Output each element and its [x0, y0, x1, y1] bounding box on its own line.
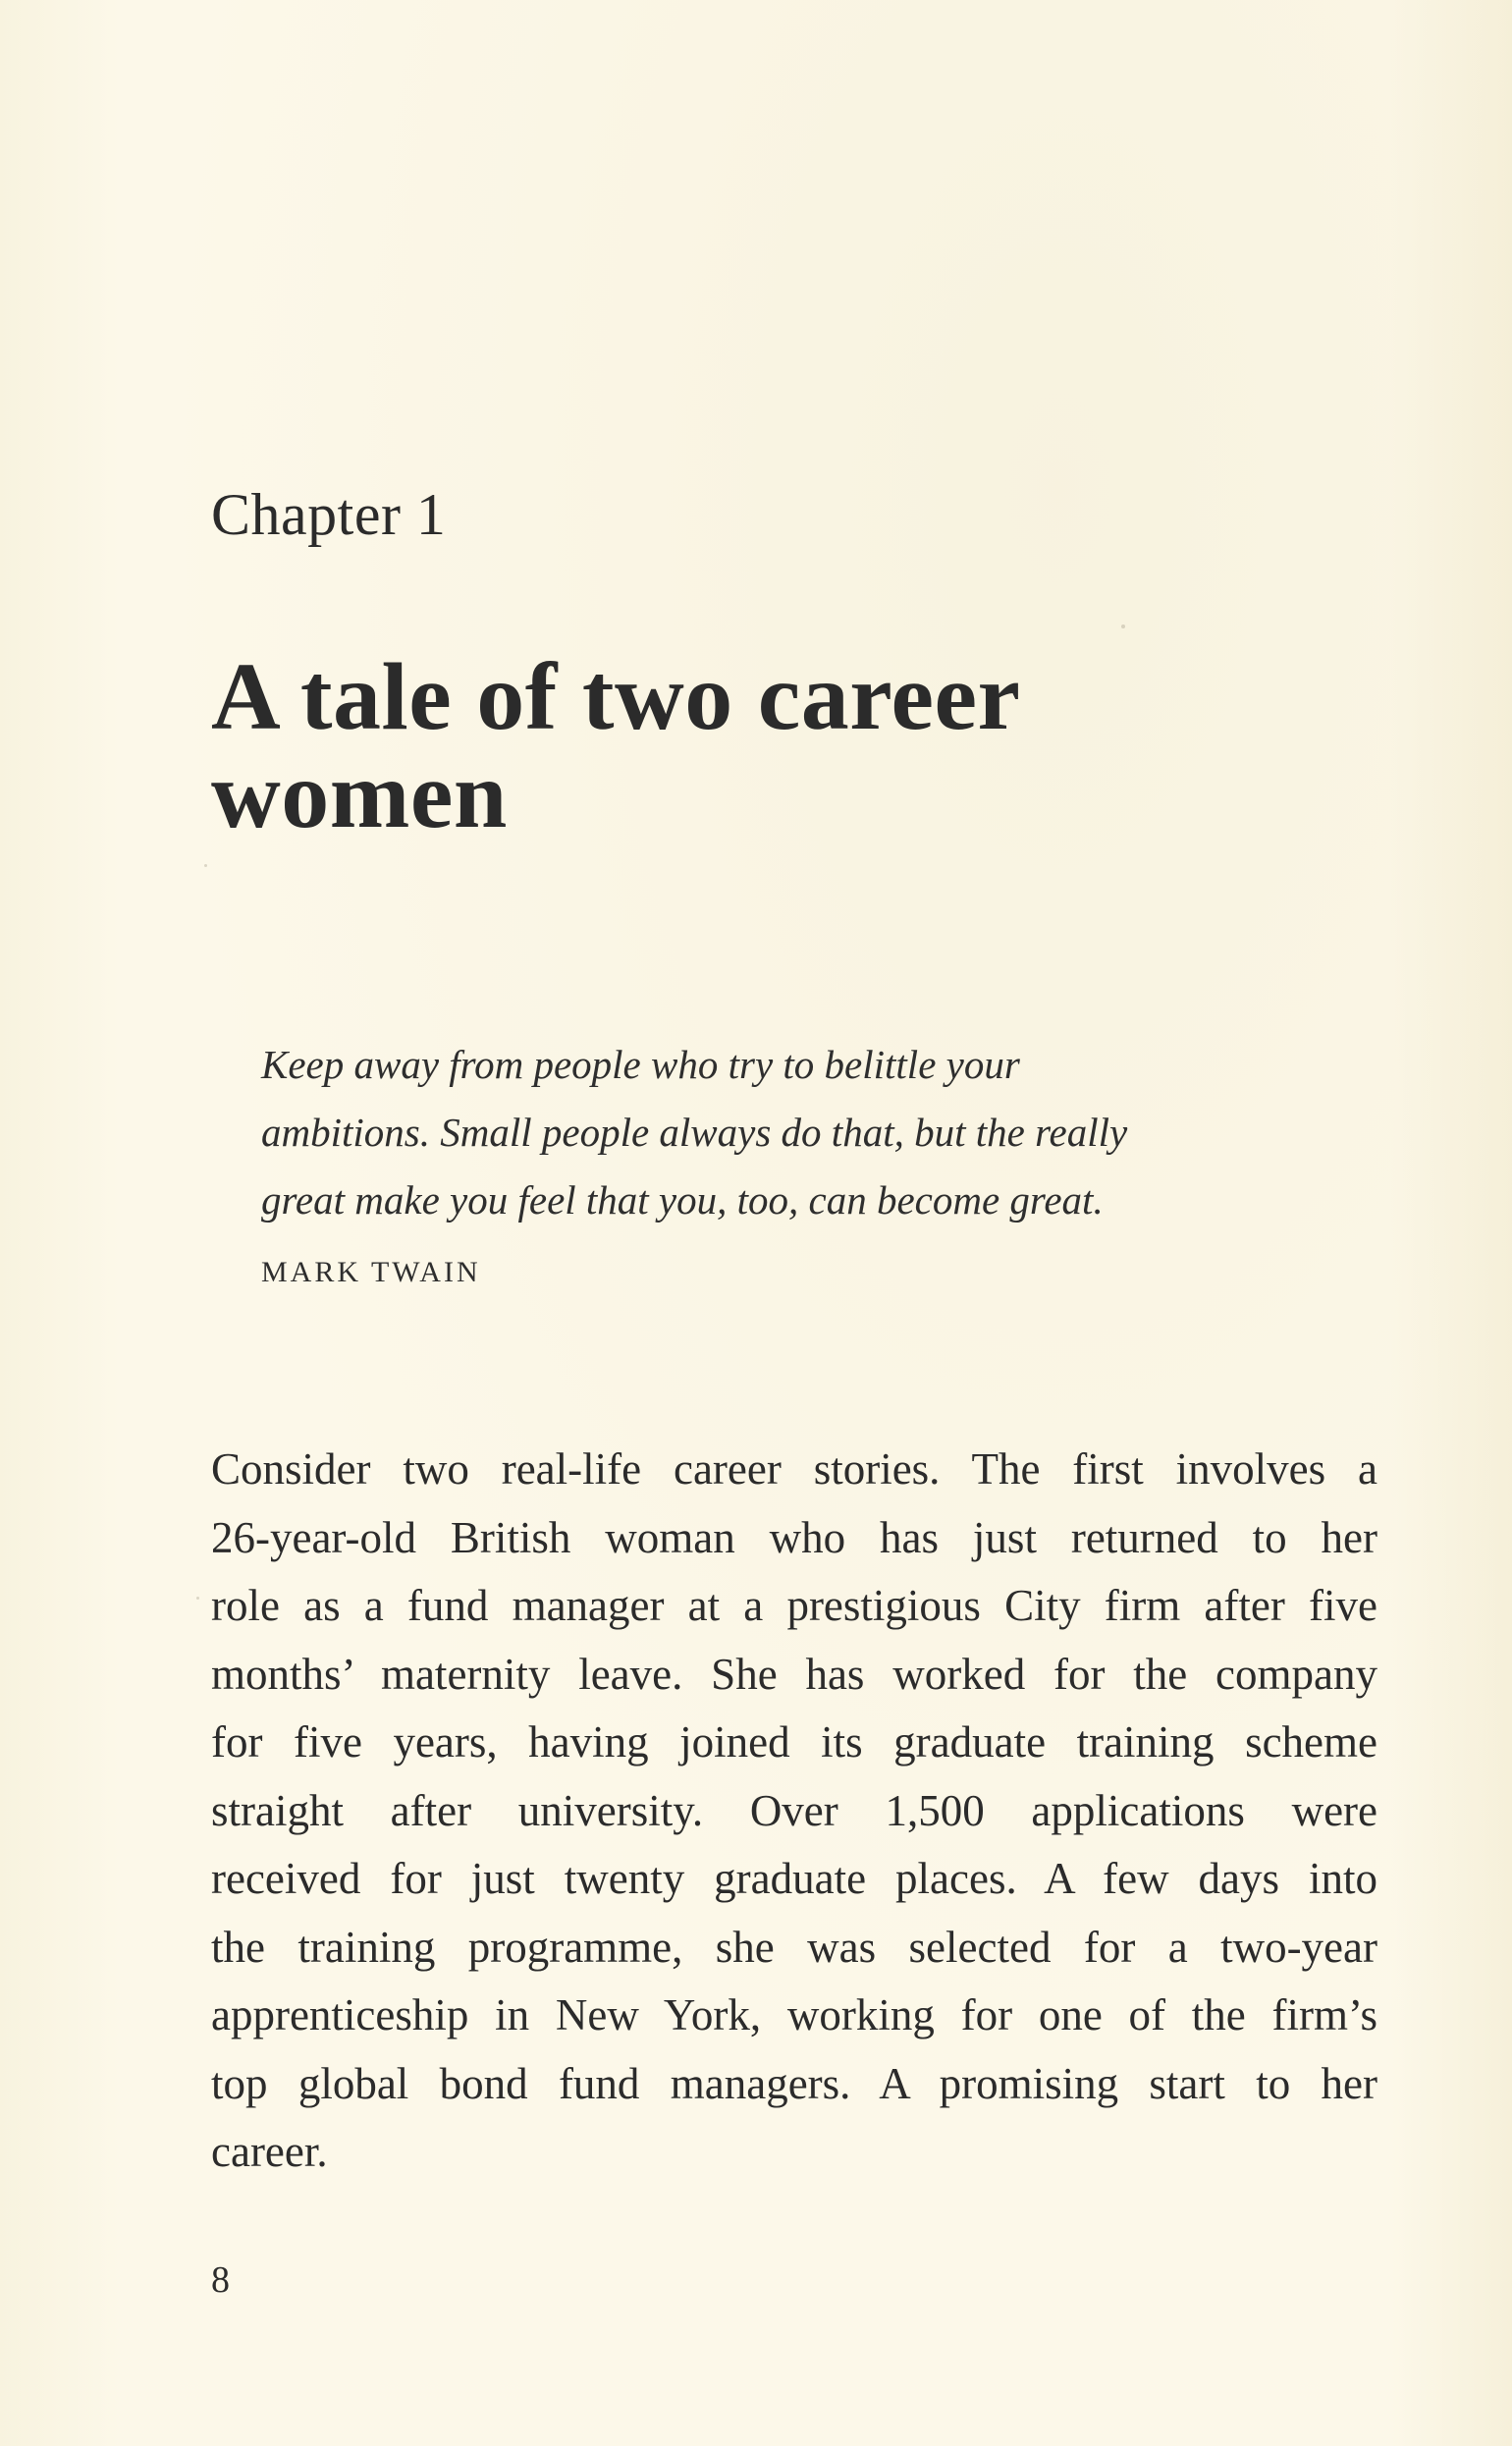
epigraph-line: Keep away from people who try to belittle your [261, 1042, 1020, 1087]
body-line: apprenticeship in New York, working for one of the firm’s [211, 1990, 1377, 2039]
paper-speck [1121, 625, 1125, 628]
body-line: received for just twenty graduate places. A few days into [211, 1854, 1377, 1903]
body-line: for five years, having joined its graduate training scheme [211, 1717, 1377, 1767]
body-paragraph [211, 1436, 1377, 2187]
paper-speck [204, 864, 207, 867]
body-line: Consider two real-life career stories. The first involves a [211, 1444, 1377, 1494]
body-line: career. [211, 2127, 328, 2176]
body-line: months’ maternity leave. She has worked for the company [211, 1649, 1377, 1699]
epigraph [261, 1031, 1341, 1289]
body-line: top global bond fund managers. A promising start to her [211, 2058, 1377, 2108]
epigraph-line: ambitions. Small people always do that, but the really [261, 1110, 1128, 1155]
epigraph-quote [261, 1031, 1341, 1234]
body-line: role as a fund manager at a prestigious City firm after five [211, 1581, 1377, 1630]
body-line: 26-year-old British woman who has just returned to her [211, 1512, 1377, 1562]
paper-speck [196, 1597, 199, 1600]
epigraph-line: great make you feel that you, too, can become great. [261, 1177, 1104, 1223]
page-number: 8 [211, 2259, 230, 2301]
chapter-label: Chapter 1 [211, 482, 447, 547]
epigraph-author: MARK TWAIN [261, 1256, 481, 1288]
chapter-title: A tale of two career women [211, 644, 1019, 848]
body-line: straight after university. Over 1,500 applications were [211, 1785, 1377, 1835]
body-line: the training programme, she was selected for a two-year [211, 1922, 1377, 1972]
